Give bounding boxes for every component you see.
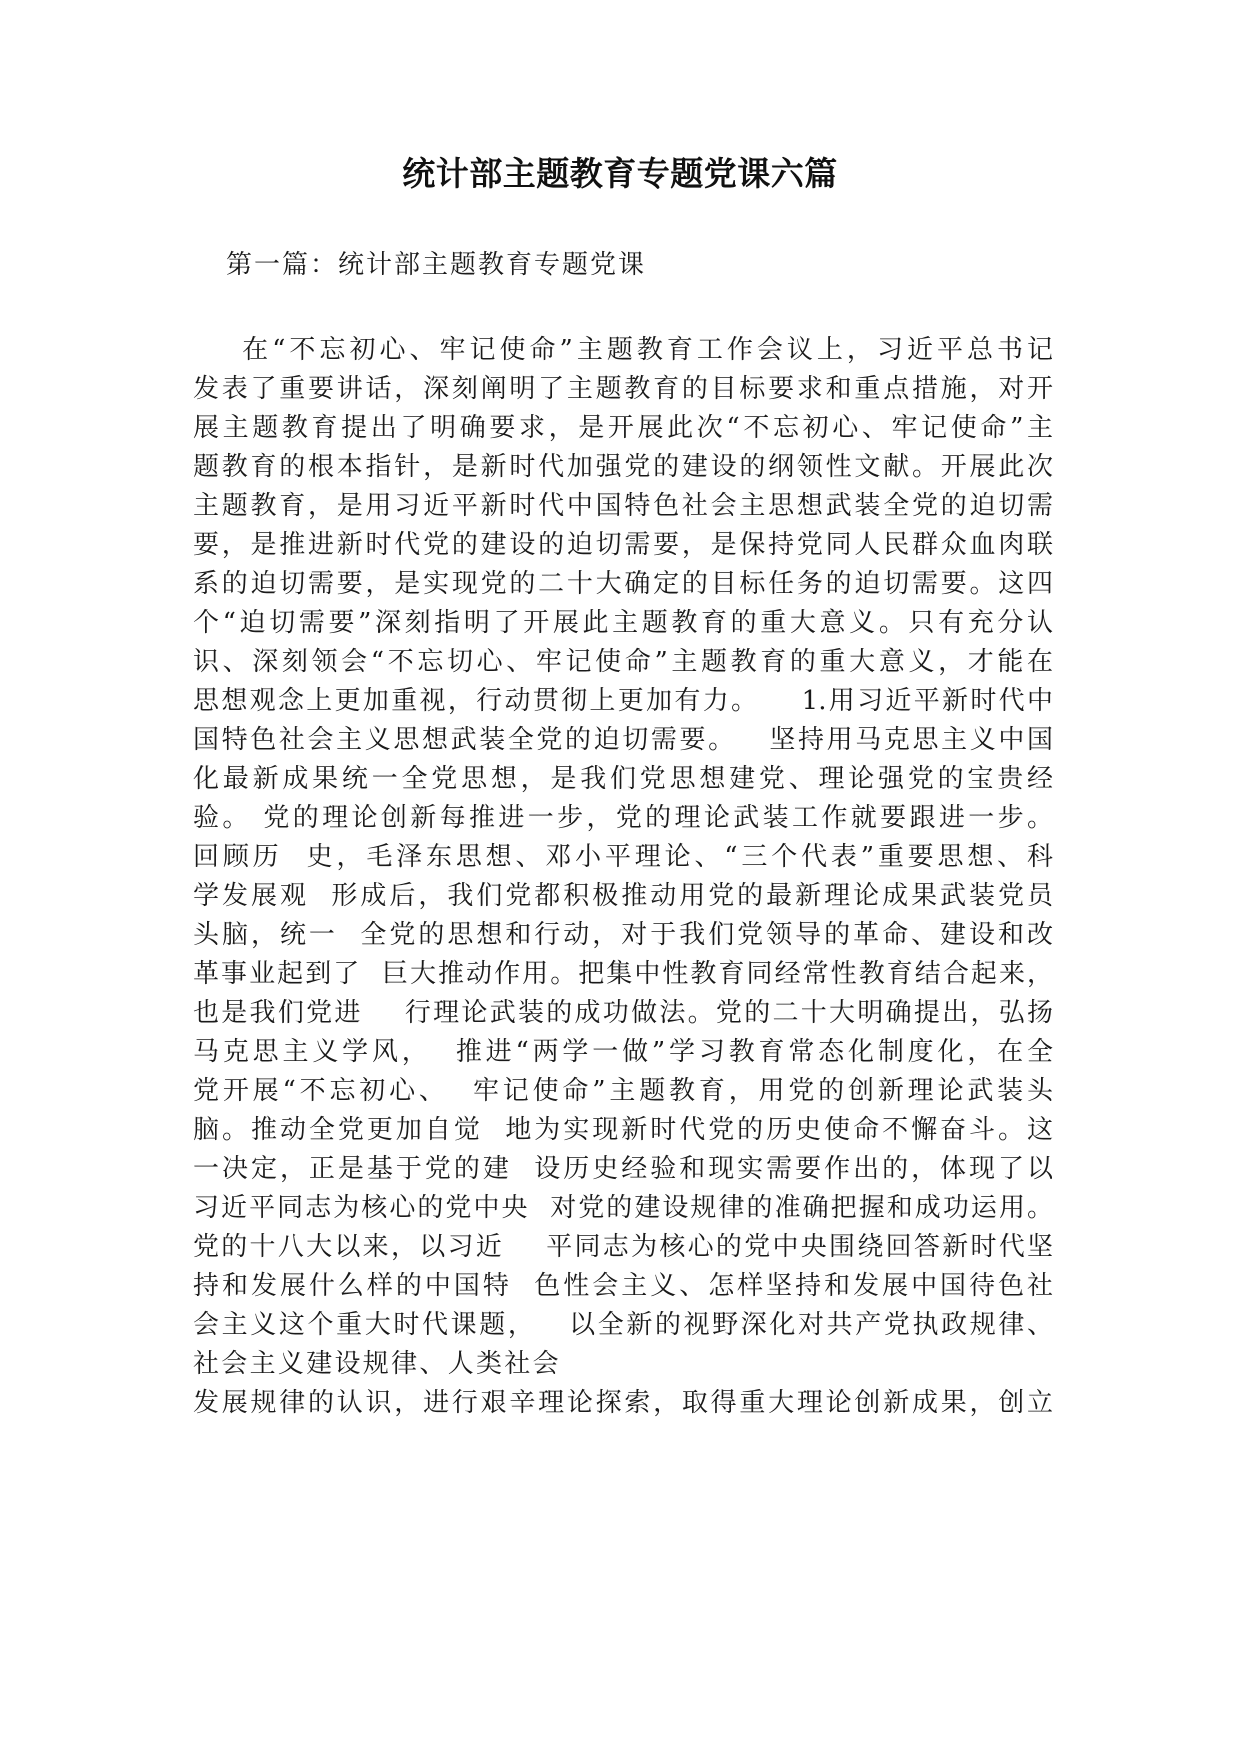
body-line: 持和发展什么样的中国特 色性会主义、怎样坚持和发展中国待色社: [193, 1271, 1053, 1301]
body-line: 题教育的根本指针，是新时代加强党的建设的纲领性文献。开展此次: [193, 452, 1053, 482]
body-line: 也是我们党进 行理论武装的成功做法。党的二十大明确提出，弘扬: [193, 998, 1053, 1028]
body-line: 党开展“不忘初心、 牢记使命”主题教育，用党的创新理论武装头: [193, 1076, 1053, 1106]
body-line: 会主义这个重大时代课题， 以全新的视野深化对共产党执政规律、: [193, 1310, 1053, 1340]
body-line: 思想观念上更加重视，行动贯彻上更加有力。 1.用习近平新时代中: [193, 686, 1053, 716]
body-line: 脑。推动全党更加自觉 地为实现新时代党的历史使命不懈奋斗。这: [193, 1115, 1053, 1145]
body-line: 国特色社会主义思想武装全党的迫切需要。 坚持用马克思主义中国: [193, 725, 1053, 755]
body-line: 在“不忘初心、牢记使命”主题教育工作会议上，习近平总书记: [193, 335, 1053, 365]
body-line: 马克思主义学风， 推进“两学一做”学习教育常态化制度化，在全: [193, 1037, 1053, 1067]
body-line: 头脑，统一 全党的思想和行动，对于我们党领导的革命、建设和改: [193, 920, 1053, 950]
body-line: 识、深刻领会“不忘切心、牢记使命”主题教育的重大意义，才能在: [193, 647, 1053, 677]
body-line: 发表了重要讲话，深刻阐明了主题教育的目标要求和重点措施，对开: [193, 374, 1053, 404]
body-line: 回顾历 史，毛泽东思想、邓小平理论、“三个代表”重要思想、科: [193, 842, 1053, 872]
body-line: 展主题教育提出了明确要求，是开展此次“不忘初心、牢记使命”主: [193, 413, 1053, 443]
body-line: 个“迫切需要”深刻指明了开展此主题教育的重大意义。只有充分认: [193, 608, 1053, 638]
body-line: 验。 党的理论创新每推进一步，党的理论武装工作就要跟进一步。: [193, 803, 1053, 833]
body-line: 革事业起到了 巨大推动作用。把集中性教育同经常性教育结合起来，: [193, 959, 1053, 989]
body-line: 一决定，正是基于党的建 设历史经验和现实需要作出的，体现了以: [193, 1154, 1053, 1184]
body-line: 社会主义建设规律、人类社会: [193, 1349, 561, 1379]
document-title: 统计部主题教育专题党课六篇: [402, 154, 838, 193]
body-line: 主题教育，是用习近平新时代中国特色社会主思想武装全党的迫切需: [193, 491, 1053, 521]
body-line: 系的迫切需要，是实现党的二十大确定的目标任务的迫切需要。这四: [193, 569, 1053, 599]
body-line: 党的十八大以来，以习近 平同志为核心的党中央围绕回答新时代坚: [193, 1232, 1053, 1262]
section-heading: 第一篇：统计部主题教育专题党课: [226, 250, 647, 280]
body-line: 发展规律的认识，进行艰辛理论探索，取得重大理论创新成果，创立: [193, 1388, 1053, 1418]
body-line: 学发展观 形成后，我们党都积极推动用党的最新理论成果武装党员: [193, 881, 1053, 911]
body-text: [193, 331, 1053, 1423]
body-line: 要，是推进新时代党的建设的迫切需要，是保持党同人民群众血肉联: [193, 530, 1053, 560]
body-line: 化最新成果统一全党思想，是我们党思想建党、理论强党的宝贵经: [193, 764, 1053, 794]
body-line: 习近平同志为核心的党中央 对党的建设规律的准确把握和成功运用。: [193, 1193, 1053, 1223]
